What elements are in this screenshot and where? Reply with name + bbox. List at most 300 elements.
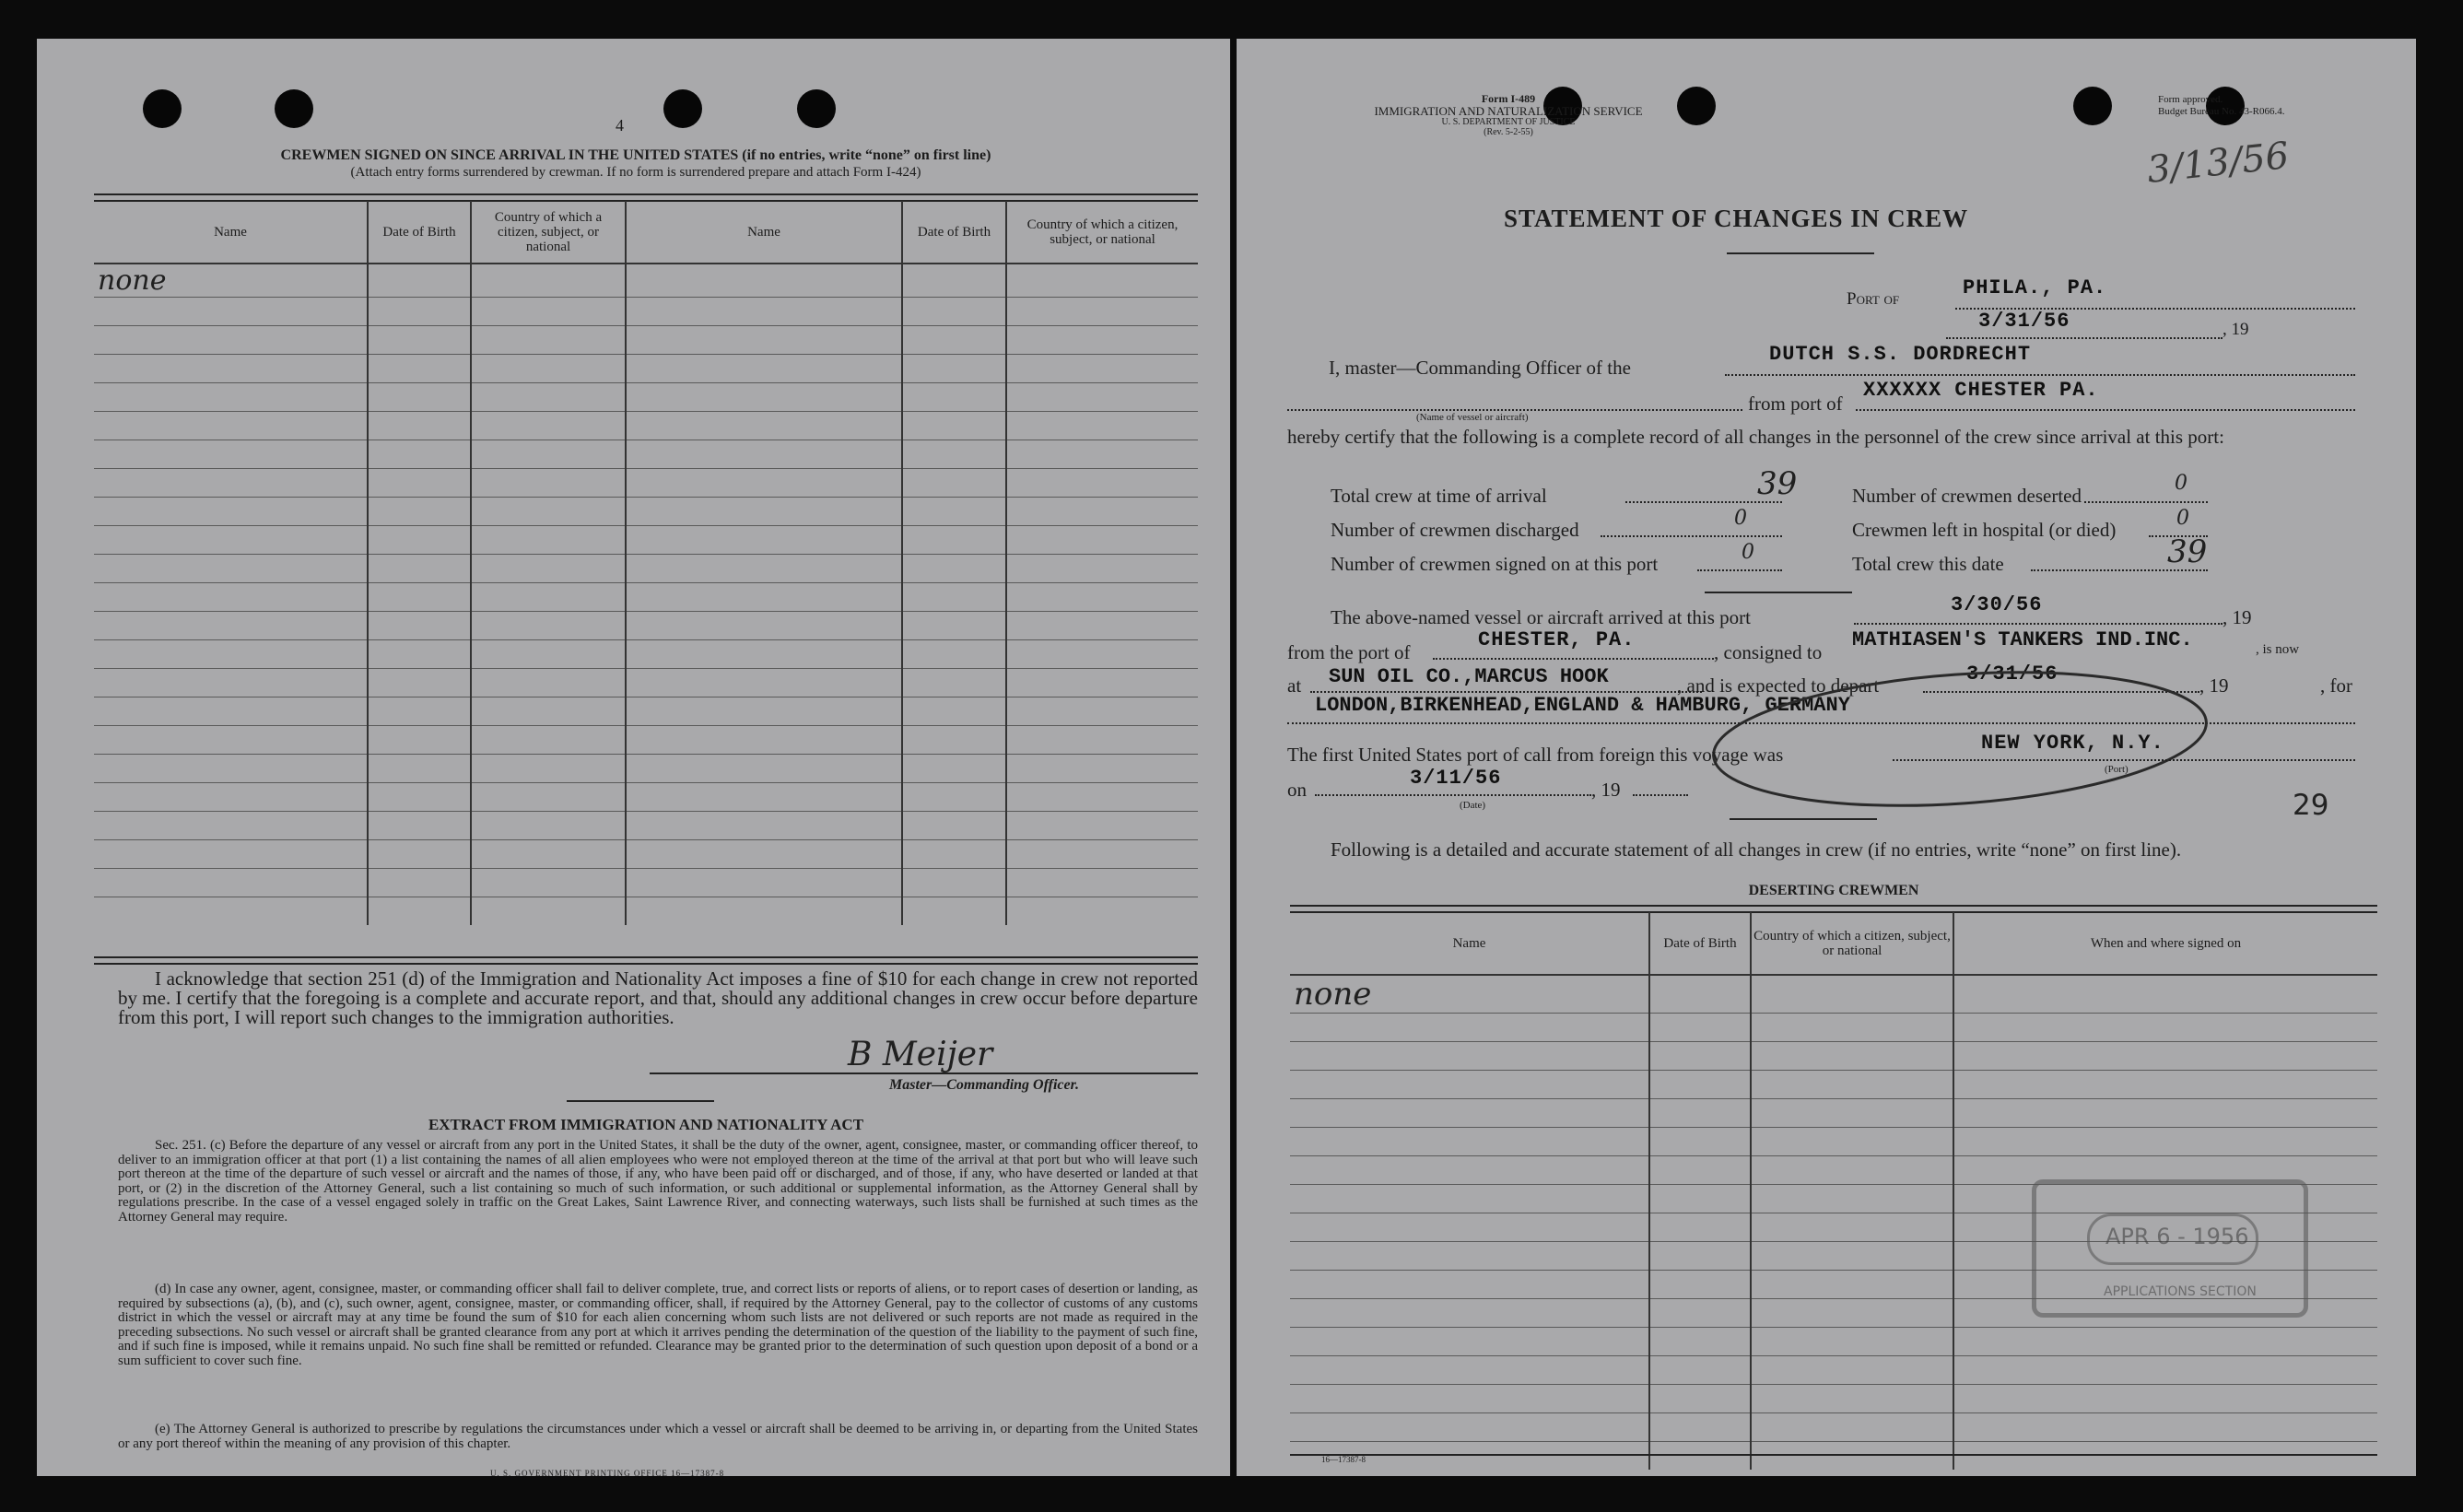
certify-text: hereby certify that the following is a complete record of all changes in the personnel of the crew since arrival at this port: [1287,426,2224,448]
table-cell [626,383,902,412]
table-cell [471,812,626,840]
table-cell [1751,1328,1953,1356]
table-cell [626,812,902,840]
table-row [94,869,1198,897]
table-cell [626,440,902,469]
table-cell [1751,1185,1953,1213]
signed-on-subheader: (Attach entry forms surrendered by crewman. If no form is surrendered prepare and attach Form I-424) [350,165,921,180]
year-prefix: , 19 [2223,606,2252,628]
table-cell [368,726,471,755]
table-cell [902,412,1006,440]
table-row [94,840,1198,869]
signed-on-label: Number of crewmen signed on at this port [1331,553,1659,575]
table-cell [94,840,368,869]
extract-title: EXTRACT FROM IMMIGRATION AND NATIONALITY ACT [428,1116,864,1133]
table-cell [1953,1385,2377,1413]
table-row [94,583,1198,612]
from-port-value: XXXXXX CHESTER PA. [1863,379,2099,402]
table-row [94,897,1198,926]
table-cell [1953,1413,2377,1442]
table-cell [626,755,902,783]
expected-label: , and is expected to depart [1677,674,1880,697]
table-cell [1649,1242,1751,1271]
table-cell [94,755,368,783]
consigned-label: , consigned to [1714,641,1823,663]
table-cell [902,783,1006,812]
table-cell [368,755,471,783]
table-cell [368,583,471,612]
vessel-name-line [1287,389,1742,411]
table-cell [902,897,1006,926]
stamp-section: APPLICATIONS SECTION [2104,1284,2257,1299]
table-cell [1006,840,1198,869]
table-row [1290,1071,2377,1099]
table-cell [626,412,902,440]
table-cell [626,697,902,726]
table-cell [626,355,902,383]
column-header: Country of which a citizen, subject, or national [1751,912,1953,975]
total-date-value: 39 [2167,533,2208,570]
punch-hole [143,89,182,128]
table-cell [1953,1328,2377,1356]
table-cell [626,326,902,355]
table-cell [1953,1014,2377,1042]
table-cell [471,326,626,355]
table-cell [1751,1213,1953,1242]
total-arrival-value: 39 [1757,465,1798,502]
column-header: Date of Birth [368,201,471,264]
table-cell [94,612,368,640]
table-cell [471,755,626,783]
table-cell [368,612,471,640]
table-cell [368,812,471,840]
table-row [94,440,1198,469]
table-row [1290,1356,2377,1385]
table-row [94,326,1198,355]
table-cell [902,669,1006,697]
table-cell [368,440,471,469]
table-cell [1006,669,1198,697]
budget-bureau: Budget Bureau No. 43-R066.4. [2158,106,2285,117]
table-cell [626,869,902,897]
table-cell [902,812,1006,840]
table-cell [902,440,1006,469]
deserted-label: Number of crewmen deserted [1852,485,2082,507]
table-row [94,498,1198,526]
discharged-line [1601,517,1782,537]
acknowledgment-text: I acknowledge that section 251 (d) of the Immigration and Nationality Act imposes a fine of $10 for each change in crew not reported by me. I certify that the foregoing is a complete and accurate report, and that, should any additional changes in crew occur before departure from this port, I will report such changes to the immigration authorities. [118,967,1198,1028]
table-cell [1649,1042,1751,1071]
table-cell [902,555,1006,583]
table-cell [471,526,626,555]
deserted-value: 0 [2175,472,2187,495]
table-cell [1953,1099,2377,1128]
table-cell [1751,1299,1953,1328]
table-cell [1290,1385,1649,1413]
master-label: I, master—Commanding Officer of the [1329,357,1631,379]
signed-on-value: 0 [1742,541,1754,564]
table-cell [1290,1042,1649,1071]
discharged-label: Number of crewmen discharged [1331,519,1579,541]
hospital-value: 0 [2176,507,2189,530]
printer-line: 16—17387-8 [1321,1455,1366,1464]
table-cell [1751,1099,1953,1128]
column-header: Date of Birth [902,201,1006,264]
table-cell [902,583,1006,612]
arrival-rule [1730,818,1877,820]
table-cell [94,412,368,440]
table-cell [1649,1299,1751,1328]
arrived-label: The above-named vessel or aircraft arrived at this port [1331,606,1751,628]
on-label: on [1287,779,1307,801]
table-cell [1290,1242,1649,1271]
from-the-port-value: CHESTER, PA. [1478,628,1636,651]
extract-section-c: Sec. 251. (c) Before the departure of any vessel or aircraft from any port in the United States, it shall be the duty of the owner, agent, consignee, master, or commanding officer thereof, to deliver to an immigration officer at that port (1) a list containing the names of all alien employees who were not employed thereon at the time of the arrival at that port but who will leave such port thereon at the time of the departure of such vessel or aircraft and the names of those, if any, who have been paid off or discharged, and of those, if any, who have deserted or landed at that port, or (2) in the discretion of the Attorney General, such a list containing so much of such information, or such additional or supplemental information, as the Attorney General shall by regulations prescribe. In the case of a vessel engaged solely in traffic on the Great Lakes, Saint Lawrence River, and connecting waterways, such lists shall be furnished at such times as the Attorney General may require. [118,1138,1198,1225]
master-signature: B Meijer [848,1036,993,1073]
total-date-label: Total crew this date [1852,553,2004,575]
table-cell [1290,1299,1649,1328]
form-number: Form I-489 [1481,92,1536,105]
table-cell [1751,1271,1953,1299]
first-port-value: NEW YORK, N.Y. [1981,732,2164,755]
table-cell [1751,1156,1953,1185]
at-label: at [1287,674,1302,697]
table-cell [902,869,1006,897]
page-count: 29 [2293,789,2329,822]
table-cell [471,498,626,526]
table-cell [94,897,368,926]
table-cell [1006,726,1198,755]
year-line [1633,776,1688,796]
table-cell [368,869,471,897]
table-cell [1649,1413,1751,1442]
table-cell [1751,1128,1953,1156]
table-cell [626,469,902,498]
table-cell [368,669,471,697]
table-cell [1006,555,1198,583]
table-cell [1649,1099,1751,1128]
arrived-value: 3/30/56 [1951,593,2043,616]
table-row [1290,1014,2377,1042]
table-cell [471,440,626,469]
signed-on-header: CREWMEN SIGNED ON SINCE ARRIVAL IN THE UNITED STATES (if no entries, write “none” on first line) [280,147,991,163]
destination-value: LONDON,BIRKENHEAD,ENGLAND & HAMBURG, GERMANY [1315,694,1850,717]
on-value: 3/11/56 [1410,767,1502,790]
table-cell [94,783,368,812]
column-header: When and where signed on [2090,935,2242,951]
table-cell [1290,1271,1649,1299]
table-cell [471,726,626,755]
table-cell [1751,1385,1953,1413]
table-cell [1006,383,1198,412]
table-cell [368,469,471,498]
table-row [94,669,1198,697]
table-cell [1751,1014,1953,1042]
table-cell [94,355,368,383]
table-row [1290,1128,2377,1156]
year-prefix: , 19 [1591,779,1621,801]
table-cell [94,697,368,726]
statement-date: 3/31/56 [1978,310,2070,333]
table-cell [471,783,626,812]
table-cell [1953,1042,2377,1071]
table-cell [1649,1356,1751,1385]
deserting-title: DESERTING CREWMEN [1748,883,1919,898]
handwritten-date: 3/13/56 [2145,135,2292,192]
consigned-value: MATHIASEN'S TANKERS IND.INC. [1852,628,2193,651]
year-prefix: , 19 [2223,320,2249,339]
table-cell [1290,1413,1649,1442]
column-header: Name [1290,912,1649,975]
table-cell [1006,755,1198,783]
table-cell [1006,412,1198,440]
port-caption: (Port) [2105,764,2129,775]
following-text: Following is a detailed and accurate statement of all changes in crew (if no entries, write “none” on first line). [1331,838,2182,861]
printer-line: U. S. GOVERNMENT PRINTING OFFICE 16—17387-8 [490,1469,725,1478]
table-cell [368,326,471,355]
table-cell [902,526,1006,555]
table-cell [1290,1213,1649,1242]
table-cell [471,583,626,612]
table-cell [1649,1071,1751,1099]
table-cell [94,526,368,555]
table-cell [94,869,368,897]
table-row [94,640,1198,669]
vessel-value: DUTCH S.S. DORDRECHT [1769,343,2032,366]
table-cell [1290,1356,1649,1385]
signature-line [650,1072,1198,1074]
table-cell [626,840,902,869]
table-row [94,812,1198,840]
table-cell [1751,1356,1953,1385]
table-cell [1953,1356,2377,1385]
table-cell [94,640,368,669]
extract-section-e: (e) The Attorney General is authorized to prescribe by regulations the circumstances under which a vessel or aircraft shall be deemed to be arriving in, or departing from the United States or any port thereof within the meaning of any provision of this chapter. [118,1422,1198,1451]
table-cell [902,755,1006,783]
table-row [94,726,1198,755]
table-cell [1751,1071,1953,1099]
table-cell [368,555,471,583]
table-cell [94,726,368,755]
table-cell [368,640,471,669]
punch-hole [275,89,313,128]
table-cell [471,669,626,697]
first-entry-none: none [1290,975,1649,1014]
table-cell [1649,1185,1751,1213]
table-cell [368,355,471,383]
table-row [94,555,1198,583]
table-cell [1751,1413,1953,1442]
punch-hole [2073,87,2112,125]
table-row [1290,1385,2377,1413]
table-row [94,412,1198,440]
table-cell [94,555,368,583]
table-row [94,526,1198,555]
table-cell [1290,1328,1649,1356]
column-header: Name [626,201,902,264]
table-cell [1006,812,1198,840]
table-cell [1649,1271,1751,1299]
table-cell [94,669,368,697]
table-cell [471,897,626,926]
stamp-date: APR 6 - 1956 [2105,1224,2249,1249]
table-cell [902,498,1006,526]
first-port-label: The first United States port of call from foreign this voyage was [1287,744,1784,766]
table-cell [368,840,471,869]
table-cell [902,840,1006,869]
table-cell [1649,1385,1751,1413]
table-cell [94,440,368,469]
table-cell [471,412,626,440]
table-cell [1006,897,1198,926]
table-cell [626,555,902,583]
table-cell [902,383,1006,412]
table-cell [1290,1156,1649,1185]
table-cell [902,326,1006,355]
table-row [1290,1413,2377,1442]
table-cell [1006,869,1198,897]
table-cell [368,298,471,326]
table-cell [1290,1099,1649,1128]
table-cell [368,783,471,812]
table-cell [368,412,471,440]
punch-hole [797,89,836,128]
for-label: , for [2320,674,2352,697]
table-cell [1006,498,1198,526]
table-row [94,383,1198,412]
table-cell [626,583,902,612]
table-cell [1290,1185,1649,1213]
total-arrival-label: Total crew at time of arrival [1331,485,1547,507]
punch-hole [663,89,702,128]
table-cell [94,812,368,840]
table-cell [902,612,1006,640]
table-cell [1006,697,1198,726]
table-cell [902,726,1006,755]
table-cell [1006,783,1198,812]
table-row [1290,1042,2377,1071]
table-cell [368,897,471,926]
vessel-caption: (Name of vessel or aircraft) [1416,412,1529,423]
table-cell [1006,298,1198,326]
at-value: SUN OIL CO.,MARCUS HOOK [1329,665,1609,688]
signed-on-rows [94,264,1198,925]
table-cell [902,298,1006,326]
table-cell [626,640,902,669]
table-cell [1006,469,1198,498]
revision: (Rev. 5-2-55) [1484,127,1533,137]
table-cell [94,298,368,326]
table-cell [471,612,626,640]
table-cell [94,469,368,498]
hospital-label: Crewmen left in hospital (or died) [1852,519,2117,541]
table-cell [1290,1014,1649,1042]
table-cell [902,469,1006,498]
received-stamp [2032,1163,2313,1324]
deserted-line [2084,483,2208,503]
table-cell [471,383,626,412]
table-cell [368,498,471,526]
form-title: STATEMENT OF CHANGES IN CREW [1504,205,1969,232]
table-cell [471,840,626,869]
table-cell [368,383,471,412]
expected-value: 3/31/56 [1966,662,2058,686]
table-cell [471,298,626,326]
left-page [37,39,1230,1476]
table-cell [94,498,368,526]
table-cell [1290,1071,1649,1099]
table-cell [626,783,902,812]
table-cell [1649,1156,1751,1185]
table-cell [626,726,902,755]
table-row [94,298,1198,326]
table-cell [471,469,626,498]
first-entry-none: none [94,264,368,298]
table-bottom-rule [1290,1454,2377,1456]
service-name: IMMIGRATION AND NATURALIZATION SERVICE [1374,104,1643,118]
table-cell [1953,1071,2377,1099]
table-cell [902,355,1006,383]
column-header: Date of Birth [1649,912,1751,975]
table-cell [94,383,368,412]
is-now-label: , is now [2256,642,2300,657]
column-header: Name [94,201,368,264]
table-row [94,264,1198,298]
table-cell [1006,612,1198,640]
from-the-port-label: from the port of [1287,641,1411,663]
from-port-label: from port of [1748,393,1843,415]
discharged-value: 0 [1734,507,1747,530]
stats-rule [1705,592,1852,593]
table-row [1290,1099,2377,1128]
department-name: U. S. DEPARTMENT OF JUSTICE [1441,117,1576,127]
table-cell [626,498,902,526]
table-row [94,612,1198,640]
column-header: Country of which a citizen, subject, or national [471,201,626,264]
table-row [94,755,1198,783]
table-cell [471,640,626,669]
table-cell [471,355,626,383]
table-row [94,783,1198,812]
table-cell [1649,1328,1751,1356]
table-cell [94,326,368,355]
table-cell [626,526,902,555]
table-cell [626,612,902,640]
page-number: 4 [616,116,624,135]
year-prefix: , 19 [2199,674,2229,697]
table-cell [626,298,902,326]
table-row [94,469,1198,498]
port-value: PHILA., PA. [1963,276,2107,299]
table-bottom-rule [94,956,1198,965]
table-cell [1649,1014,1751,1042]
table-cell [1006,440,1198,469]
extract-section-d: (d) In case any owner, agent, consignee, master, or commanding officer shall fail to deliver complete, true, and correct lists or reports of aliens, or to report cases of desertion or landing, as required by subsections (a), (b), and (c), such owner, agent, consignee, master, or commanding officer, shall, if required by the Attorney General, pay to the collector of customs of any customs district in which the vessel or aircraft may at any time be found the sum of $10 for each alien concerning whom such lists are not delivered or such reports are not made as required in the preceding subsections. No such vessel or aircraft shall be granted clearance from any port at which it arrives pending the determination of the question of the liability to the payment of such fine, and if such fine is imposed, while it remains unpaid. No such fine shall be remitted or refunded. Clearance may be granted prior to the determination of such question upon deposit of a bond or a sum sufficient to cover such fine. [118,1282,1198,1368]
table-cell [94,583,368,612]
table-row [1290,1328,2377,1356]
table-cell [471,697,626,726]
table-cell [368,526,471,555]
table-cell [1751,1042,1953,1071]
table-cell [368,697,471,726]
table-cell [471,869,626,897]
table-cell [626,669,902,697]
port-label: Port of [1847,289,1900,309]
divider [567,1100,714,1102]
table-cell [1006,355,1198,383]
table-cell [902,640,1006,669]
table-cell [1006,640,1198,669]
